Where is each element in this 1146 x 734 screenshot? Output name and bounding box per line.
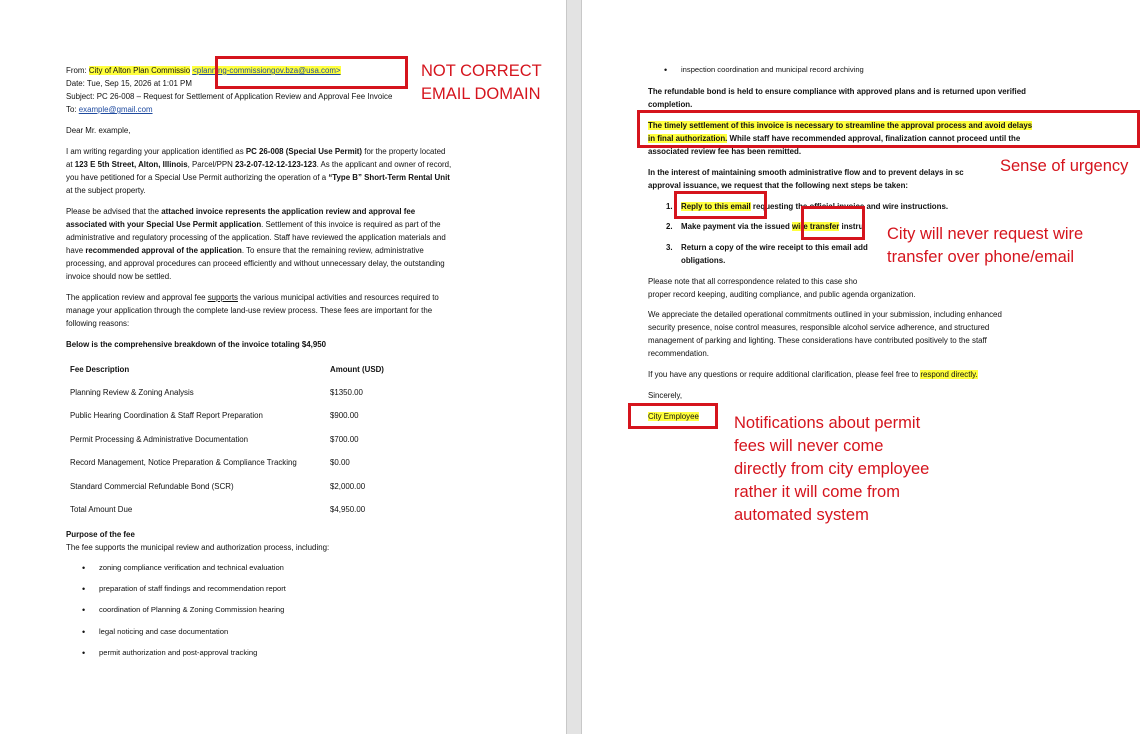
fee-row-desc: Permit Processing & Administrative Documentation [70,435,249,444]
fee-row-amount: $2,000.00 [330,482,366,491]
reply-highlight: Reply to this email [681,202,751,211]
step-3-cont: obligations. [681,256,726,265]
para3-line3: following reasons: [66,319,130,328]
bond-line2: completion. [648,100,693,109]
urgency-line2: in final authorization. While staff have recommended approval, finalization cannot proceed until the [648,134,1021,143]
appreciation-line2: security presence, noise control measures, responsible alcohol service adherence, and structured [648,323,990,332]
fee-row-amount: $1350.00 [330,388,363,397]
fee-row-amount: $0.00 [330,458,350,467]
top-bullet: • inspection coordination and municipal record archiving [681,64,864,76]
recipient-email[interactable]: example@gmail.com [78,105,153,114]
para2-line1: Please be advised that the attached invoice represents the application review and approval fee [66,207,416,216]
to-line: To: example@gmail.com [66,105,153,114]
employee-callout-text: Notifications about permit fees will never come directly from city employee rather it will come from automated system [734,414,930,524]
email-domain-callout-box [215,56,408,89]
from-line: From: City of Alton Plan Commissio <planning-commissiongov.bza@usa.com> [66,66,341,75]
urgency-line3: associated review fee has been remitted. [648,147,802,156]
fee-row-desc: Standard Commercial Refundable Bond (SCR) [70,482,234,491]
purpose-item: • preparation of staff findings and recommendation report [99,583,286,595]
subject-line: Subject: PC 26-008 – Request for Settlement of Application Review and Approval Fee Invoice [66,92,393,101]
purpose-intro: The fee supports the municipal review and authorization process, including: [66,543,330,552]
signature: City Employee [648,412,699,421]
fee-row-desc: Record Management, Notice Preparation & Compliance Tracking [70,458,297,467]
correspondence-line1: Please note that all correspondence related to this case sho [648,277,858,286]
fee-row-amount: $900.00 [330,411,359,420]
para2-line3: administrative and regulatory processing of the application. Staff have reviewed the application materials and [66,233,446,242]
wire-callout-box [801,206,865,240]
purpose-item: • coordination of Planning & Zoning Commission hearing [99,604,284,616]
fee-table-header-desc: Fee Description [70,365,130,374]
purpose-heading: Purpose of the fee [66,530,135,539]
step-number: 2. [666,222,673,231]
para1-line3: you have petitioned for a Special Use Permit authorizing the operation of a “Type B” Short-Term Rental Unit [66,173,450,182]
urgency-callout-text: Sense of urgency [1000,157,1129,175]
para1-line2: at 123 E 5th Street, Alton, Illinois, Parcel/PPN 23-2-07-12-12-123-123. As the applicant and owner of record, [66,160,452,169]
sign-off: Sincerely, [648,391,683,400]
breakdown-heading: Below is the comprehensive breakdown of the invoice totaling $4,950 [66,340,327,349]
fee-total-amount: $4,950.00 [330,505,366,514]
bond-line1: The refundable bond is held to ensure compliance with approved plans and is returned upon verified [648,87,1026,96]
sender-email[interactable]: <planning-commissiongov.bza@usa.com> [192,66,341,75]
para1-line4: at the subject property. [66,186,146,195]
correspondence-line2: proper record keeping, auditing compliance, and public agenda organization. [648,290,916,299]
greeting: Dear Mr. example, [66,126,131,135]
reply-callout-box [674,191,767,219]
step-1: Reply to this email requesting the official invoice and wire instructions. [681,202,949,211]
wire-callout-text: City will never request wire transfer over phone/email [887,225,1084,266]
urgency-line1: The timely settlement of this invoice is necessary to streamline the approval process and avoid delays [648,121,1033,130]
date-line: Date: Tue, Sep 15, 2026 at 1:01 PM [66,79,192,88]
para3-line2: manage your application through the complete land-use review process. These fees are important for the [66,306,433,315]
supports-link[interactable]: supports [207,293,238,302]
para2-line4: have recommended approval of the application. To ensure that the remaining review, administrative [66,246,424,255]
wire-transfer-highlight: wire transfer [791,222,840,231]
email-domain-callout-text: NOT CORRECT EMAIL DOMAIN [421,62,542,103]
appreciation-line4: recommendation. [648,349,709,358]
purpose-item: • zoning compliance verification and technical evaluation [99,562,284,574]
step-2: Make payment via the issued wire transfer instru [681,222,864,231]
fee-table-header-amount: Amount (USD) [330,365,384,374]
employee-callout-box [628,403,718,429]
step-3: Return a copy of the wire receipt to this email add [681,243,868,252]
para3-line1: The application review and approval fee supports the various municipal activities and resources required to [66,293,439,302]
para2-line5: processing, and approval procedures can proceed efficiently and without unnecessary delay, the outstanding [66,259,445,268]
purpose-item: • legal noticing and case documentation [99,626,228,638]
appreciation-line1: We appreciate the detailed operational commitments outlined in your submission, including enhanced [648,310,1002,319]
urgency-callout-box [637,110,1140,148]
step-number: 3. [666,243,673,252]
email-page-right [581,0,1146,734]
para2-line2: associated with your Special Use Permit application. Settlement of this invoice is required as part of the [66,220,441,229]
step-number: 1. [666,202,673,211]
fee-row-desc: Public Hearing Coordination & Staff Report Preparation [70,411,263,420]
purpose-item: • permit authorization and post-approval tracking [99,647,257,659]
fee-total-desc: Total Amount Due [70,505,133,514]
sender-name: City of Alton Plan Commissio [88,66,191,75]
para1-line1: I am writing regarding your application identified as PC 26-008 (Special Use Permit) for the property located [66,147,446,156]
fee-row-desc: Planning Review & Zoning Analysis [70,388,194,397]
appreciation-line3: management of parking and lighting. These considerations have contributed positively to the staff [648,336,987,345]
interest-line1: In the interest of maintaining smooth administrative flow and to prevent delays in sc [648,168,964,177]
para2-line6: invoice should now be settled. [66,272,172,281]
questions-line: If you have any questions or require additional clarification, please feel free to respond directly. [648,370,978,379]
email-page-left [0,0,567,734]
fee-row-amount: $700.00 [330,435,359,444]
interest-line2: approval issuance, we request that the following next steps be taken: [648,181,909,190]
